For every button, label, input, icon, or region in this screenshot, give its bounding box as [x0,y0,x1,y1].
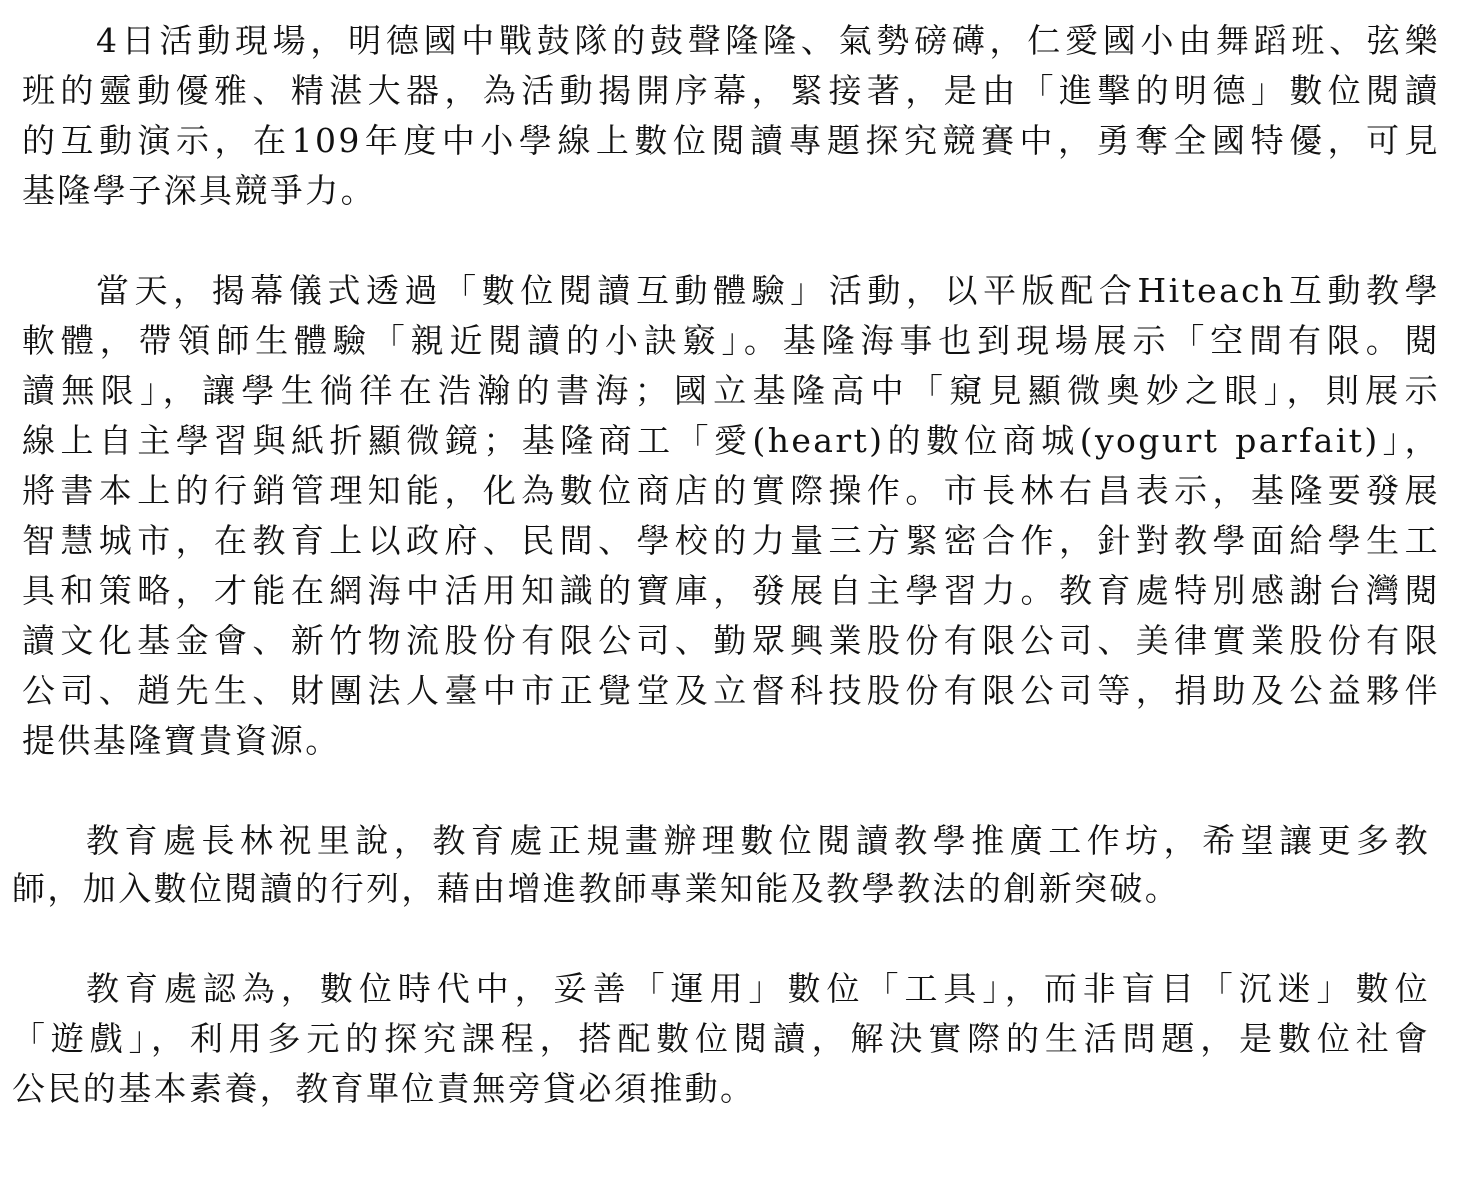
paragraph-line: 公民的基本素養，教育單位責無旁貸必須推動。 [12,1069,756,1108]
paragraph-line: 當天，揭幕儀式透過「數位閱讀互動體驗」活動，以平版配合Hiteach互動教學 [96,271,1440,310]
paragraph-line: 讀無限」，讓學生徜徉在浩瀚的書海；國立基隆高中「窺見顯微奧妙之眼」，則展示 [22,371,1440,410]
paragraph-line: 「遊戲」，利用多元的探究課程，搭配數位閱讀，解決實際的生活問題，是數位社會 [12,1019,1430,1058]
paragraph-line: 師，加入數位閱讀的行列，藉由增進教師專業知能及教學教法的創新突破。 [12,869,1181,908]
paragraph-line: 班的靈動優雅、精湛大器，為活動揭開序幕，緊接著，是由「進擊的明德」數位閱讀 [22,71,1440,110]
paragraph-line: 提供基隆寶貴資源。 [22,721,341,760]
paragraph-line: 教育處長林祝里說，教育處正規畫辦理數位閱讀教學推廣工作坊，希望讓更多教 [86,821,1430,860]
paragraph-line: 教育處認為，數位時代中，妥善「運用」數位「工具」，而非盲目「沉迷」數位 [86,969,1430,1008]
paragraph-line: 具和策略，才能在網海中活用知識的寶庫，發展自主學習力。教育處特別感謝台灣閱 [22,571,1440,610]
paragraph-line: 的互動演示，在109年度中小學線上數位閱讀專題探究競賽中，勇奪全國特優，可見 [22,121,1440,160]
paragraph-line: 讀文化基金會、新竹物流股份有限公司、勤眾興業股份有限公司、美律實業股份有限 [22,621,1440,660]
paragraph-line: 將書本上的行銷管理知能，化為數位商店的實際操作。市長林右昌表示，基隆要發展 [22,471,1440,510]
paragraph-line: 基隆學子深具競爭力。 [22,171,376,210]
paragraph-line: 4日活動現場，明德國中戰鼓隊的鼓聲隆隆、氣勢磅礡，仁愛國小由舞蹈班、弦樂 [96,21,1440,60]
paragraph-line: 智慧城市，在教育上以政府、民間、學校的力量三方緊密合作，針對教學面給學生工 [22,521,1440,560]
paragraph-line: 線上自主學習與紙折顯微鏡；基隆商工「愛(heart)的數位商城(yogurt parfait)」， [22,421,1440,460]
paragraph-line: 軟體，帶領師生體驗「親近閱讀的小訣竅」。基隆海事也到現場展示「空間有限。閱 [22,321,1440,360]
paragraph-line: 公司、趙先生、財團法人臺中市正覺堂及立督科技股份有限公司等，捐助及公益夥伴 [22,671,1440,710]
